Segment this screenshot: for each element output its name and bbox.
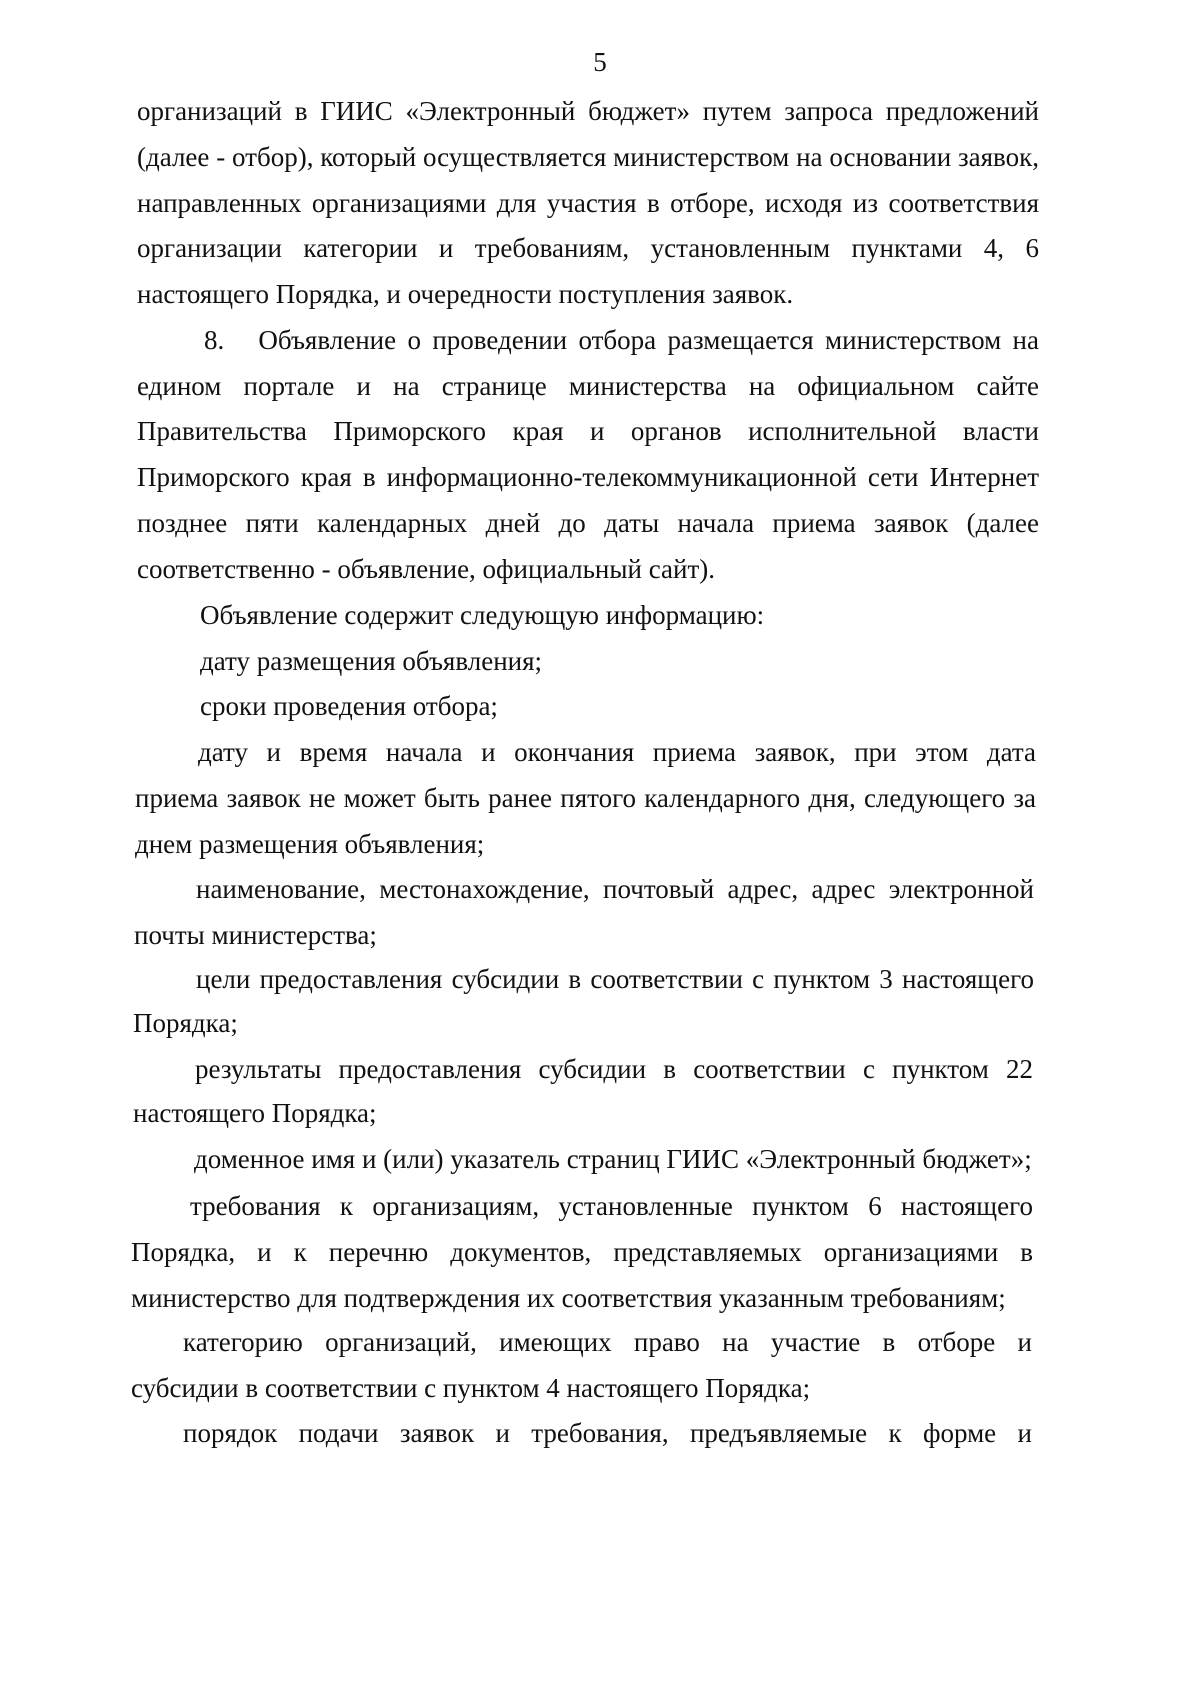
text-line: настоящего Порядка; [133,1098,377,1128]
text-line: (далее - отбор), который осуществляется министерством на основании заявок, [137,142,1039,172]
paragraph-8-first-line: 8. Объявление о проведении отбора размещается министерством на [204,325,1039,355]
text-line: организации категории и требованиям, установленным пунктами 4, 6 [137,233,1039,263]
list-item: наименование, местонахождение, почтовый адрес, адрес электронной [196,874,1034,904]
text-line: днем размещения объявления; [135,829,485,859]
list-item: сроки проведения отбора; [200,691,498,721]
page-number: 5 [593,47,607,77]
list-item: дату размещения объявления; [200,646,543,676]
text-line: субсидии в соответствии с пунктом 4 настоящего Порядка; [131,1373,811,1403]
text-line: едином портале и на странице министерства на официальном сайте [137,371,1039,401]
text-line: приема заявок не может быть ранее пятого календарного дня, следующего за [135,783,1036,813]
list-item: требования к организациям, установленные пунктом 6 настоящего [190,1191,1033,1221]
text-line: Правительства Приморского края и органов исполнительной власти [137,416,1039,446]
text-line: настоящего Порядка, и очередности поступления заявок. [137,279,794,309]
list-item: дату и время начала и окончания приема заявок, при этом дата [198,737,1036,767]
text-line: позднее пяти календарных дней до даты начала приема заявок (далее [137,508,1039,538]
text-line: Порядка; [133,1008,238,1038]
list-item: категорию организаций, имеющих право на участие в отборе и [183,1327,1032,1357]
text-line: соответственно - объявление, официальный сайт). [137,554,715,584]
text-line: министерство для подтверждения их соответствия указанным требованиям; [131,1283,1006,1313]
list-item: цели предоставления субсидии в соответствии с пунктом 3 настоящего [196,964,1034,994]
text-line: Приморского края в информационно-телекоммуникационной сети Интернет [137,462,1039,492]
text-line: Порядка, и к перечню документов, представляемых организациями в [131,1237,1033,1267]
text-line: организаций в ГИИС «Электронный бюджет» путем запроса предложений [137,96,1039,126]
text-line: почты министерства; [134,920,377,950]
list-item: доменное имя и (или) указатель страниц ГИИС «Электронный бюджет»; [194,1144,1032,1174]
text-line: направленных организациями для участия в отборе, исходя из соответствия [137,188,1039,218]
text-line: Объявление содержит следующую информацию: [200,600,765,630]
list-item: порядок подачи заявок и требования, предъявляемые к форме и [183,1418,1032,1448]
list-item: результаты предоставления субсидии в соответствии с пунктом 22 [195,1054,1033,1084]
